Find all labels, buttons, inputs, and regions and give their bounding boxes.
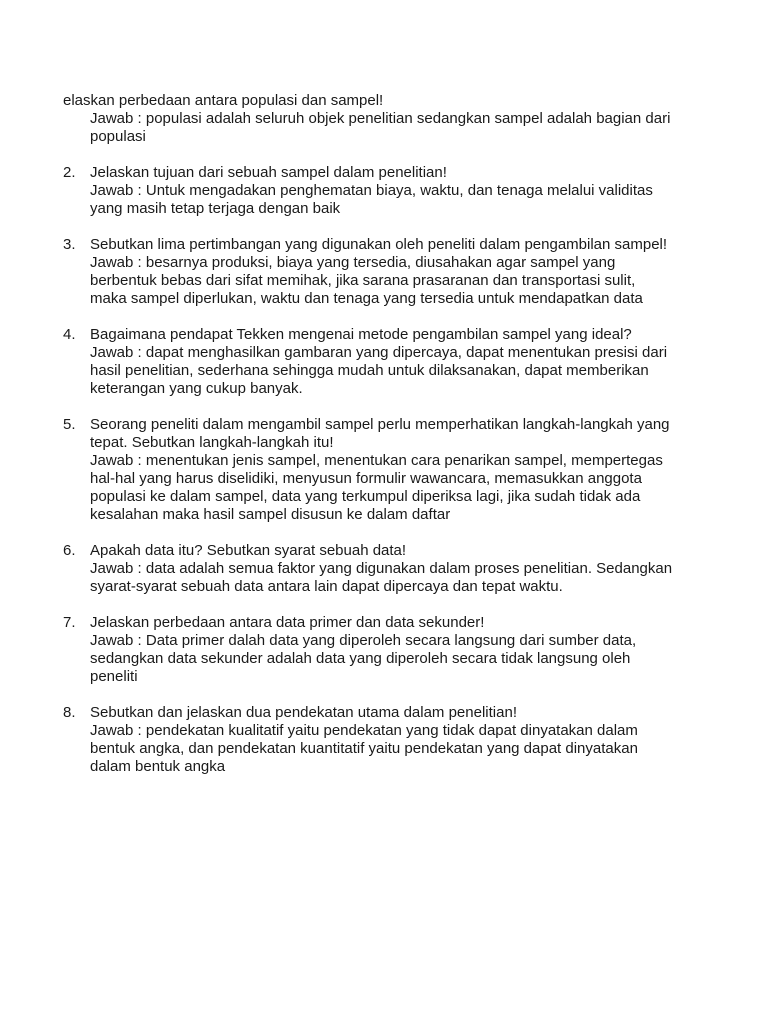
answer-line: keterangan yang cukup banyak. [90,380,303,397]
answer-line: Jawab : pendekatan kualitatif yaitu pendekatan yang tidak dapat dinyatakan dalam [90,722,638,739]
answer-line: maka sampel diperlukan, waktu dan tenaga yang tersedia untuk mendapatkan data [90,290,643,307]
item-number: 7. [63,614,76,631]
answer-line: bentuk angka, dan pendekatan kuantitatif yaitu pendekatan yang dapat dinyatakan [90,740,638,757]
answer-line: populasi ke dalam sampel, data yang terkumpul diperiksa lagi, jika sudah tidak ada [90,488,641,505]
item-number: 5. [63,416,76,433]
answer-line: Jawab : besarnya produksi, biaya yang tersedia, diusahakan agar sampel yang [90,254,616,271]
question: Jelaskan tujuan dari sebuah sampel dalam penelitian! [90,164,447,181]
item-number: 2. [63,164,76,181]
answer-line: populasi [90,128,146,145]
answer-line: hal-hal yang harus diselidiki, menyusun formulir wawancara, memasukkan anggota [90,470,642,487]
answer-line: hasil penelitian, sederhana sehingga mudah untuk dilaksanakan, dapat memberikan [90,362,649,379]
question: Apakah data itu? Sebutkan syarat sebuah data! [90,542,407,559]
question: Sebutkan dan jelaskan dua pendekatan utama dalam penelitian! [90,704,517,721]
question: Bagaimana pendapat Tekken mengenai metode pengambilan sampel yang ideal? [90,326,632,343]
answer-line: Jawab : menentukan jenis sampel, menentukan cara penarikan sampel, mempertegas [90,452,663,469]
answer-line: Jawab : data adalah semua faktor yang digunakan dalam proses penelitian. Sedangkan [90,560,673,577]
qa-item-5 [63,416,743,524]
question: Seorang peneliti dalam mengambil sampel perlu memperhatikan langkah-langkah yang [90,416,670,433]
qa-item-7 [63,614,743,686]
answer-line: Jawab : Untuk mengadakan penghematan biaya, waktu, dan tenaga melalui validitas [90,182,653,199]
item-number: 6. [63,542,76,559]
answer-line: kesalahan maka hasil sampel disusun ke dalam daftar [90,506,451,523]
qa-item-6 [63,542,743,596]
question: tepat. Sebutkan langkah-langkah itu! [90,434,334,451]
qa-item-3 [63,236,743,308]
answer-line: syarat-syarat sebuah data antara lain dapat dipercaya dan tepat waktu. [90,578,563,595]
answer-line: Jawab : populasi adalah seluruh objek penelitian sedangkan sampel adalah bagian dari [90,110,671,127]
answer-line: sedangkan data sekunder adalah data yang diperoleh secara tidak langsung oleh [90,650,631,667]
answer-line: Jawab : Data primer dalah data yang diperoleh secara langsung dari sumber data, [90,632,637,649]
qa-item-1 [63,92,743,146]
qa-item-8 [63,704,743,776]
qa-item-2 [63,164,743,218]
qa-item-4 [63,326,743,398]
question: Sebutkan lima pertimbangan yang digunakan oleh peneliti dalam pengambilan sampel! [90,236,668,253]
question: elaskan perbedaan antara populasi dan sampel! [63,92,384,109]
question: Jelaskan perbedaan antara data primer dan data sekunder! [90,614,485,631]
item-number: 8. [63,704,76,721]
answer-line: peneliti [90,668,138,685]
answer-line: yang masih tetap terjaga dengan baik [90,200,341,217]
answer-line: berbentuk bebas dari sifat memihak, jika sarana prasaranan dan transportasi sulit, [90,272,636,289]
answer-line: Jawab : dapat menghasilkan gambaran yang dipercaya, dapat menentukan presisi dari [90,344,668,361]
answer-line: dalam bentuk angka [90,758,226,775]
item-number: 4. [63,326,76,343]
item-number: 3. [63,236,76,253]
